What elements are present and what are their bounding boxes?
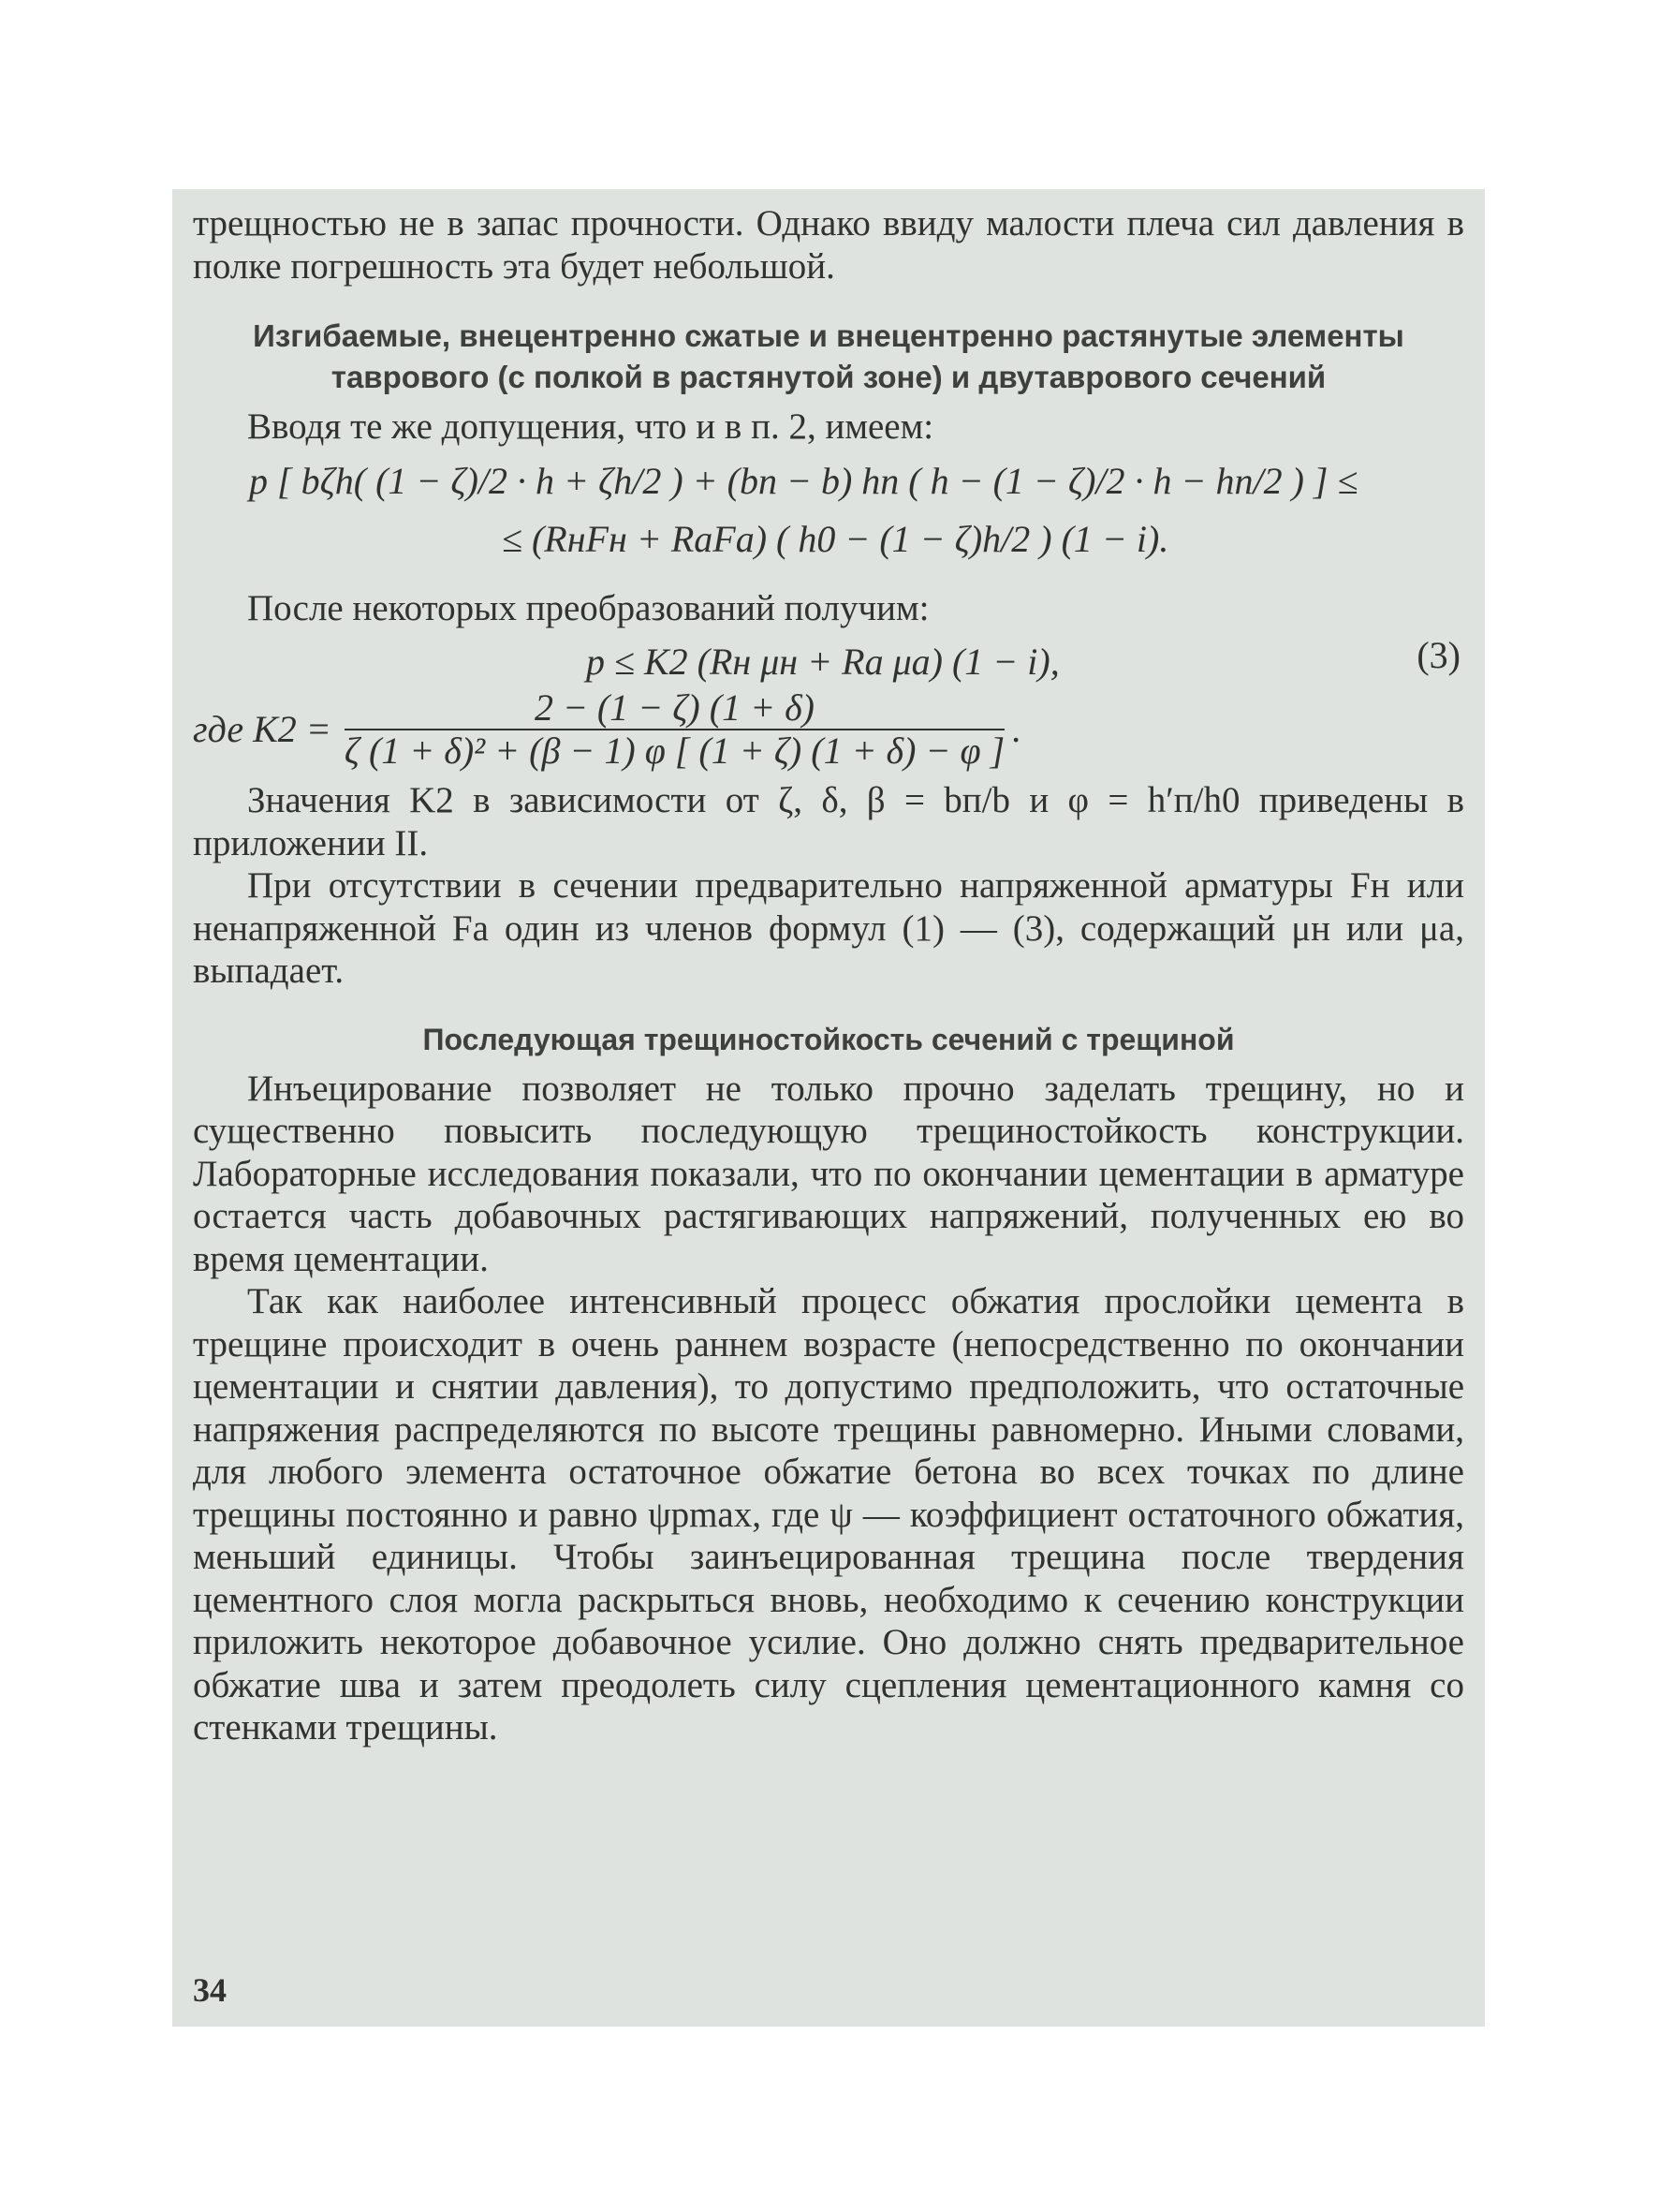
equation-number: (3) — [1417, 634, 1461, 676]
k2-denominator: ζ (1 + δ)² + (β − 1) φ [ (1 + ζ) (1 + δ) − φ ] — [344, 730, 1006, 772]
k2-numerator: 2 − (1 − ζ) (1 + δ) — [345, 687, 1005, 730]
equation-1-line-1: p [ bζh( (1 − ζ)/2 · h + ζh/2 ) + (bп − b) hп ( h − (1 − ζ)/2 · h − hп/2 ) ] ≤ — [249, 459, 1358, 502]
paragraph-intro: трещностью не в запас прочности. Однако ввиду малости плеча сил давления в полке погрешность эта будет небольшой. — [193, 203, 1464, 287]
paragraph-absence: При отсутствии в сечении предварительно напряженной арматуры Fн или ненапряженной Fа один из членов формул (1) — (3), содержащий μн или μа, выпадает. — [193, 865, 1464, 991]
paragraph-compression: Так как наиболее интенсивный процесс обжатия прослойки цемента в трещине происходит в очень раннем возрасте (непосредственно по окончании цементации и снятии давления), то допустимо предположить, что остаточные напряжения распределяются по высоте трещины равномерно. Иными словами, для любого элемента остаточное обжатие бетона во всех точках по длине трещины постоянно и равно ψpmax, где ψ — коэффициент остаточного обжатия, меньший единицы. Чтобы заинъецированная трещина после твердения цементного слоя могла раскрыться вновь, необходимо к сечению конструкции приложить некоторое добавочное усилие. Оно должно снять предварительное обжатие шва и затем преодолеть силу сцепления цементационного камня со стенками трещины. — [193, 1281, 1464, 1747]
book-page — [172, 189, 1485, 2027]
k2-fraction — [345, 687, 1005, 772]
equation-1 — [193, 452, 1464, 568]
paragraph-assumptions: Вводя те же допущения, что и в п. 2, имеем: — [247, 406, 934, 447]
equation-3 — [193, 633, 1464, 691]
page-number: 34 — [193, 1971, 227, 2009]
section-heading-tee-sections: Изгибаемые, внецентренно сжатые и внецентренно растянутые элементы таврового (с полкой в растянутой зоне) и двутаврового сечений — [253, 318, 1404, 394]
section-heading-crack-resistance: Последующая трещиностойкость сечений с трещиной — [422, 1022, 1235, 1056]
k2-lhs: где K2 = — [193, 708, 331, 750]
paragraph-injection: Инъецирование позволяет не только прочно заделать трещину, но и существенно повысить последующую трещиностойкость конструкции. Лабораторные исследования показали, что по окончании цементации в арматуре остается часть добавочных растягивающих напряжений, полученных ею во время цементации. — [193, 1068, 1464, 1279]
equation-1-line-2: ≤ (RнFн + RаFа) ( h0 − (1 − ζ)h/2 ) (1 − i). — [502, 517, 1169, 560]
paragraph-transformations: После некоторых преобразований получим: — [247, 587, 930, 628]
equation-k2-definition: где K2 = $\frac{2 - (1 - \zeta) (1 + \delta)}{\text{ζ (1 + δ)² + (β − 1) φ [ (1 + ζ) (1 + δ) − φ ]}}$ . — [193, 686, 1022, 772]
paragraph-k2-values: Значения K2 в зависимости от ζ, δ, β = bп/b и φ = h′п/h0 приведены в приложении II. — [193, 780, 1464, 863]
equation-3-formula: p ≤ K2 (Rн μн + Rа μа) (1 − i), — [586, 641, 1060, 683]
